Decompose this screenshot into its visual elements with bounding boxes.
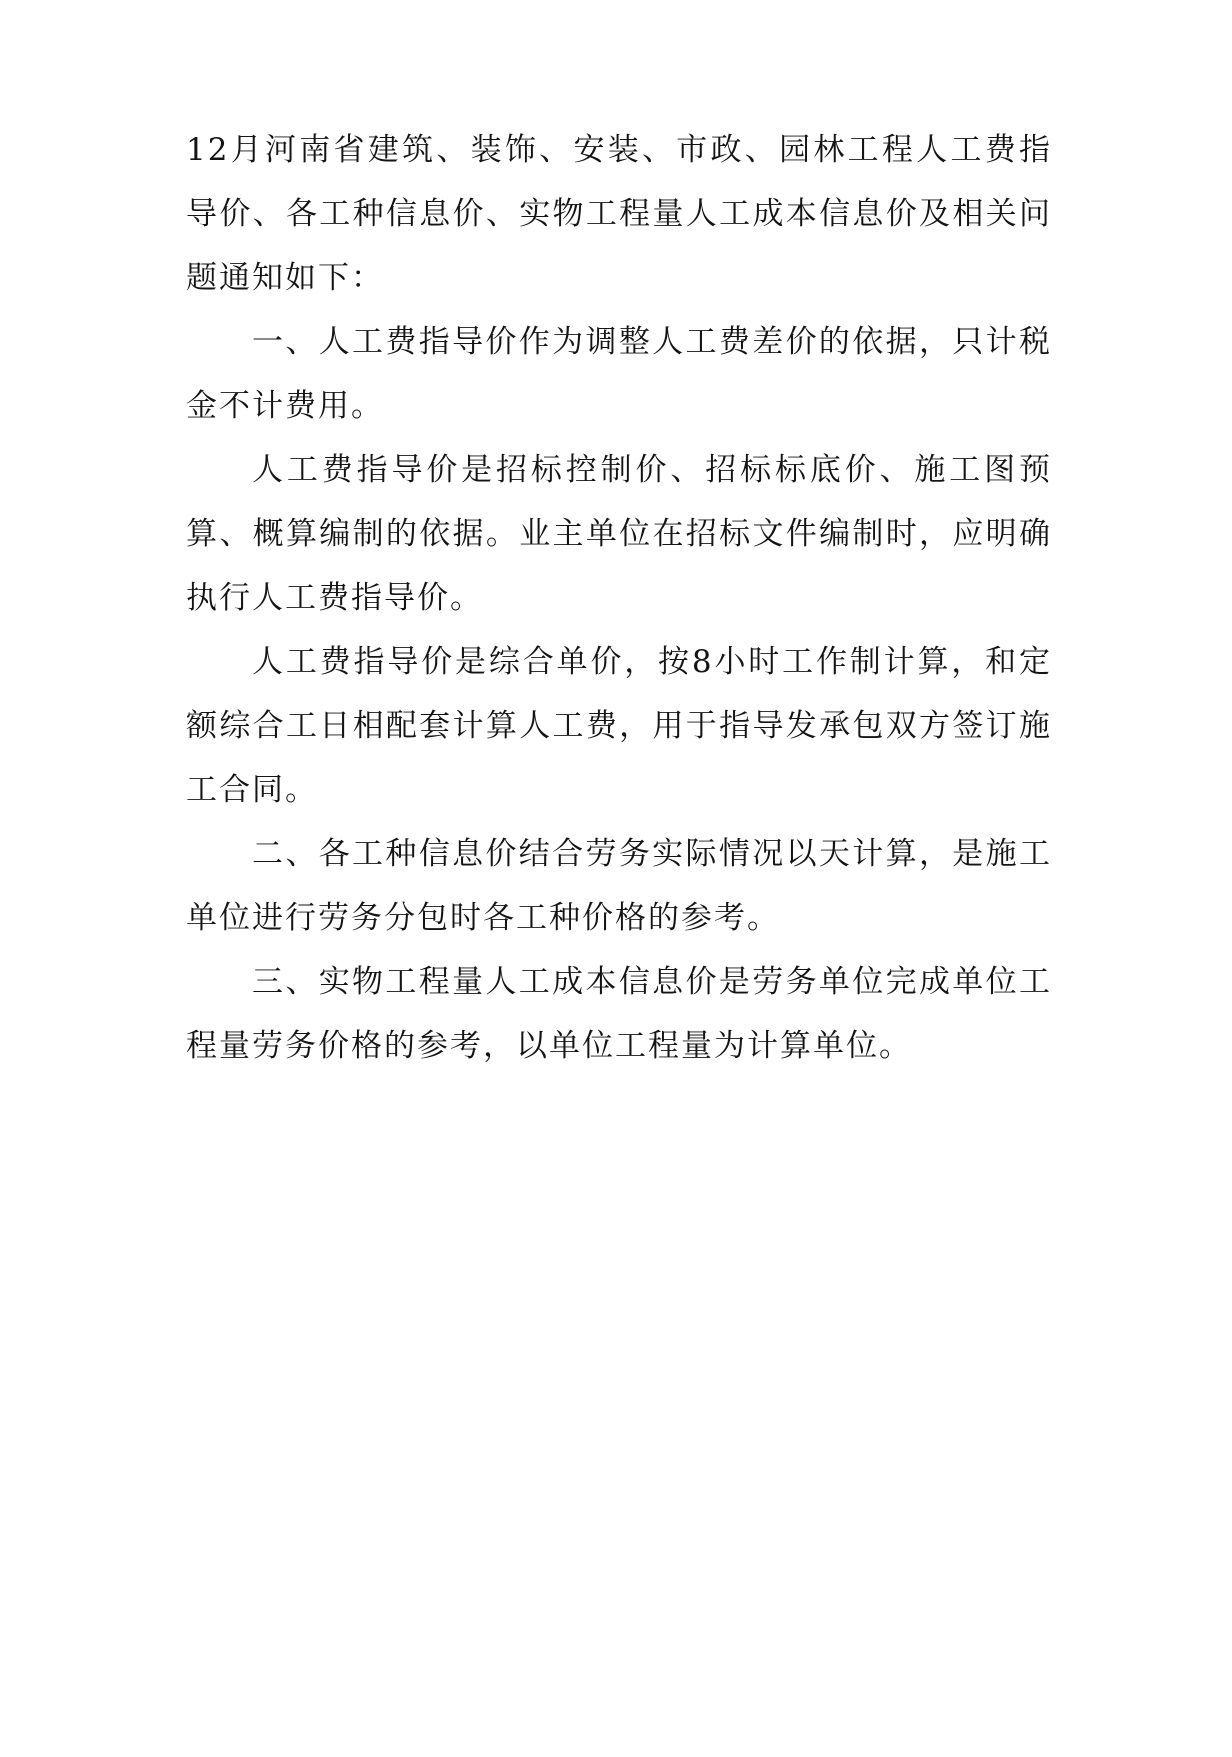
paragraph-guidance-basis: 人工费指导价是招标控制价、招标标底价、施工图预算、概算编制的依据。业主单位在招标文件编制时，应明确执行人工费指导价。: [186, 452, 1052, 616]
paragraph-unit-price: 人工费指导价是综合单价，按8小时工作制计算，和定额综合工日相配套计算人工费，用于指导发承包双方签订施工合同。: [186, 644, 1052, 808]
paragraph-section-1: 一、人工费指导价作为调整人工费差价的依据，只计税金不计费用。: [186, 324, 1052, 424]
intro-paragraph: 12月河南省建筑、装饰、安装、市政、园林工程人工费指导价、各工种信息价、实物工程量人工成本信息价及相关问题通知如下：: [186, 132, 1052, 296]
document-body: [186, 118, 1052, 1078]
paragraph-section-2: 二、各工种信息价结合劳务实际情况以天计算，是施工单位进行劳务分包时各工种价格的参考。: [186, 836, 1052, 936]
paragraph-section-3: 三、实物工程量人工成本信息价是劳务单位完成单位工程量劳务价格的参考，以单位工程量为计算单位。: [186, 964, 1052, 1064]
